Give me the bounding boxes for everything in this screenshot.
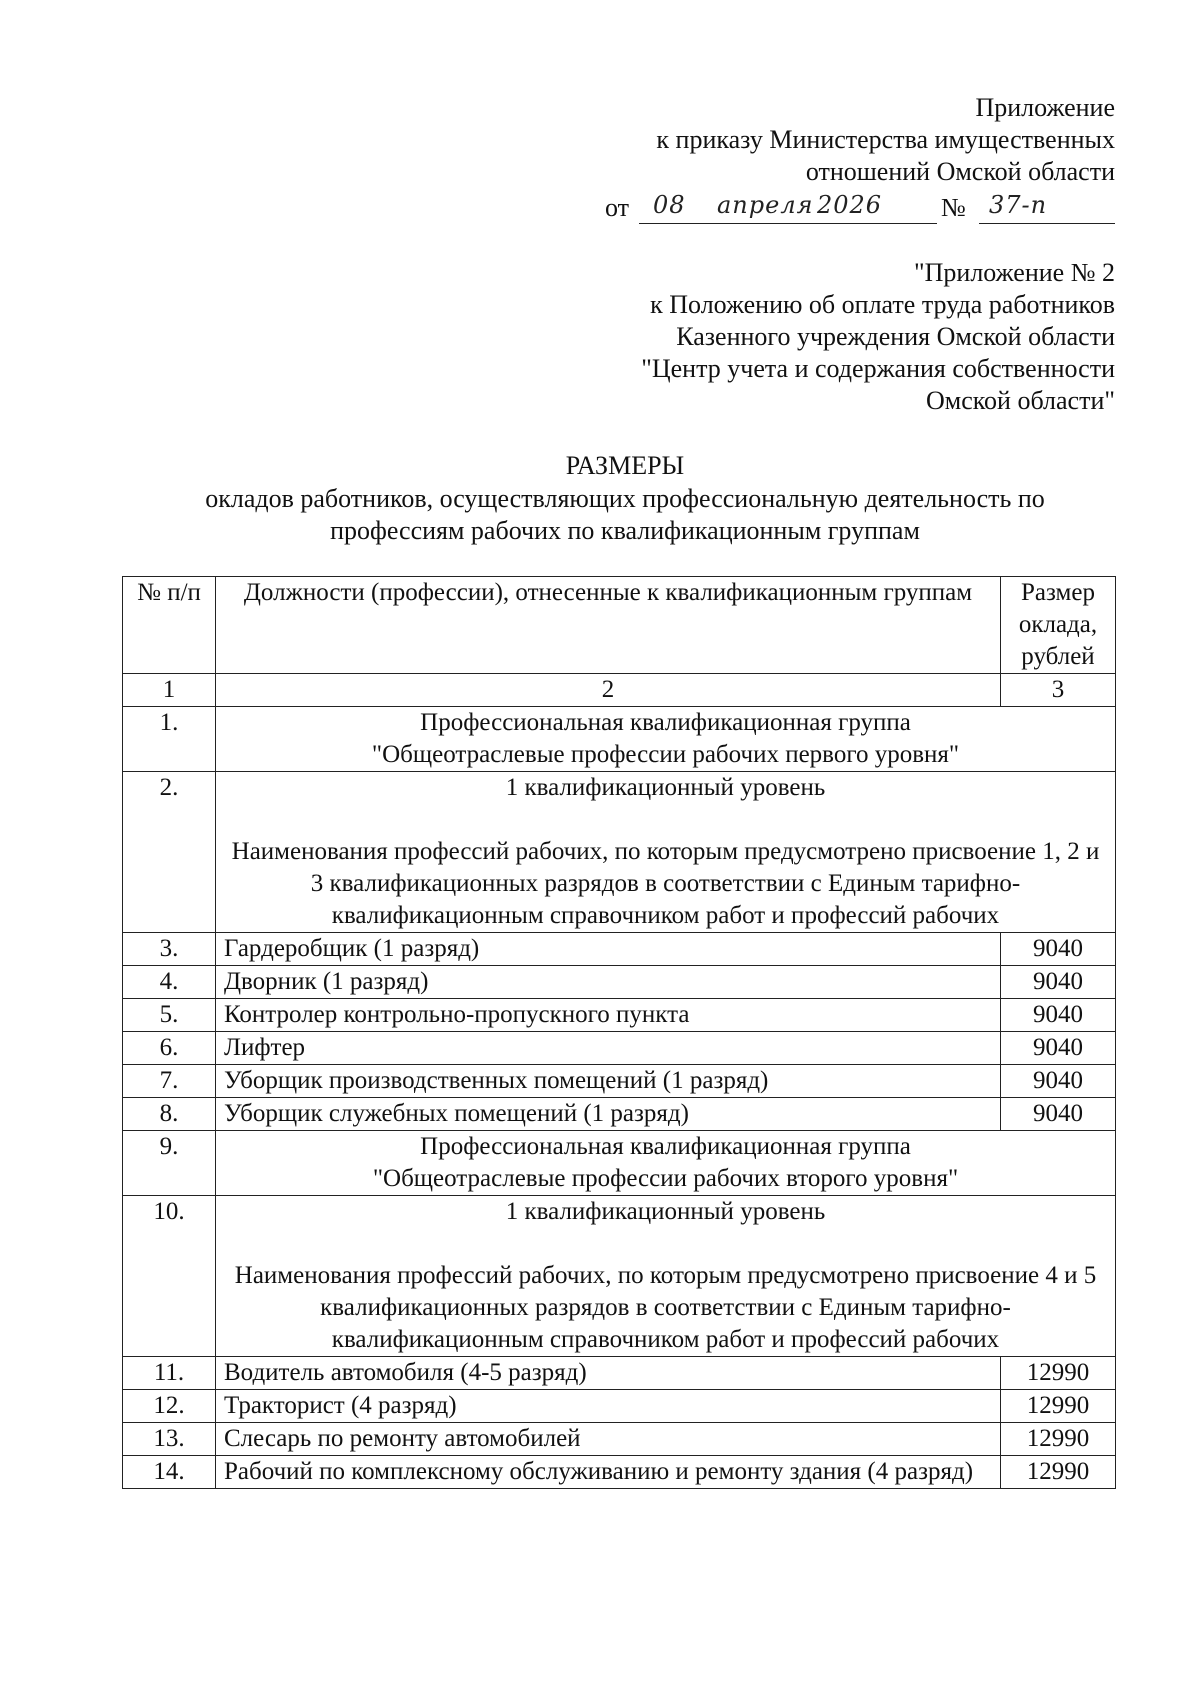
level-row — [123, 1196, 1116, 1357]
appendix-2-header — [641, 257, 1115, 417]
row-number: 4. — [123, 966, 216, 999]
row-number: 12. — [123, 1390, 216, 1423]
table-row — [123, 966, 1116, 999]
document-subtitle — [0, 483, 1200, 547]
appendix2-line: "Приложение № 2 — [914, 258, 1115, 287]
handwritten-date-year: 2026 — [817, 191, 883, 219]
col-header-position: Должности (профессии), отнесенные к квалификационным группам — [216, 577, 1001, 674]
level-desc: Наименования профессий рабочих, по которым предусмотрено присвоение 4 и 5 квалификационных разрядов в соответствии с Единым тарифно-квалификационным справочником работ и профессий рабочих — [234, 1262, 1097, 1353]
level-description — [216, 1196, 1116, 1357]
position-name: Контролер контрольно-пропускного пункта — [216, 999, 1001, 1032]
date-underline — [639, 223, 937, 224]
level-row — [123, 772, 1116, 933]
group-title-line: "Общеотраслевые профессии рабочих первого уровня" — [371, 741, 960, 768]
column-number-row — [123, 674, 1116, 707]
salary-value: 9040 — [1001, 933, 1116, 966]
salary-value: 9040 — [1001, 966, 1116, 999]
row-number: 13. — [123, 1423, 216, 1456]
number-underline — [979, 223, 1115, 224]
salary-value: 9040 — [1001, 1065, 1116, 1098]
column-number: 2 — [216, 674, 1001, 707]
column-number: 3 — [1001, 674, 1116, 707]
row-number: 9. — [123, 1131, 216, 1196]
appendix2-line: Казенного учреждения Омской области — [676, 322, 1115, 351]
table-row — [123, 1423, 1116, 1456]
order-date-number-line — [605, 193, 1115, 227]
group-title — [216, 1131, 1116, 1196]
appendix2-line: "Центр учета и содержания собственности — [641, 354, 1115, 383]
position-name: Уборщик служебных помещений (1 разряд) — [216, 1098, 1001, 1131]
row-number: 2. — [123, 772, 216, 933]
appendix-line: к приказу Министерства имущественных — [656, 125, 1115, 154]
level-desc: Наименования профессий рабочих, по которым предусмотрено присвоение 1, 2 и 3 квалификационных разрядов в соответствии с Единым тарифно-квалификационным справочником работ и профессий рабочих — [231, 838, 1100, 929]
row-number: 10. — [123, 1196, 216, 1357]
position-name: Дворник (1 разряд) — [216, 966, 1001, 999]
salary-table — [122, 576, 1116, 1489]
handwritten-order-number: 37-п — [989, 191, 1048, 219]
level-description — [216, 772, 1116, 933]
group-row — [123, 707, 1116, 772]
salary-value: 9040 — [1001, 1032, 1116, 1065]
position-name: Гардеробщик (1 разряд) — [216, 933, 1001, 966]
row-number: 7. — [123, 1065, 216, 1098]
group-title-line: Профессиональная квалификационная группа — [420, 709, 911, 736]
subtitle-line: окладов работников, осуществляющих профессиональную деятельность по — [205, 484, 1045, 513]
order-number-label: № — [941, 193, 966, 222]
subtitle-line: профессиям рабочих по квалификационным группам — [330, 516, 920, 545]
table-row — [123, 1065, 1116, 1098]
level-title: 1 квалификационный уровень — [505, 1198, 826, 1225]
appendix2-line: Омской области" — [925, 386, 1115, 415]
col-header-salary: Размер оклада, рублей — [1001, 577, 1116, 674]
table-row — [123, 1390, 1116, 1423]
group-title-line: "Общеотраслевые профессии рабочих второго уровня" — [372, 1165, 959, 1192]
table-row — [123, 999, 1116, 1032]
row-number: 5. — [123, 999, 216, 1032]
document-title: РАЗМЕРЫ — [565, 451, 685, 480]
appendix-line: отношений Омской области — [805, 157, 1115, 186]
position-name: Лифтер — [216, 1032, 1001, 1065]
table-header-row — [123, 577, 1116, 674]
order-from-label: от — [605, 193, 630, 222]
appendix2-line: к Положению об оплате труда работников — [650, 290, 1115, 319]
row-number: 14. — [123, 1456, 216, 1489]
level-title: 1 квалификационный уровень — [505, 774, 826, 801]
row-number: 11. — [123, 1357, 216, 1390]
table-row — [123, 933, 1116, 966]
row-number: 6. — [123, 1032, 216, 1065]
column-number: 1 — [123, 674, 216, 707]
salary-value: 12990 — [1001, 1390, 1116, 1423]
group-title-line: Профессиональная квалификационная группа — [420, 1133, 911, 1160]
salary-value: 9040 — [1001, 999, 1116, 1032]
appendix-header — [656, 92, 1115, 188]
table-row — [123, 1032, 1116, 1065]
appendix-line: Приложение — [975, 93, 1115, 122]
position-name: Рабочий по комплексному обслуживанию и ремонту здания (4 разряд) — [216, 1456, 1001, 1489]
group-row — [123, 1131, 1116, 1196]
table-row — [123, 1357, 1116, 1390]
handwritten-date-day: 08 — [653, 191, 686, 219]
position-name: Уборщик производственных помещений (1 разряд) — [216, 1065, 1001, 1098]
table-row — [123, 1098, 1116, 1131]
row-number: 1. — [123, 707, 216, 772]
salary-value: 9040 — [1001, 1098, 1116, 1131]
col-header-number: № п/п — [123, 577, 216, 674]
table-row — [123, 1456, 1116, 1489]
row-number: 8. — [123, 1098, 216, 1131]
position-name: Тракторист (4 разряд) — [216, 1390, 1001, 1423]
group-title — [216, 707, 1116, 772]
position-name: Водитель автомобиля (4-5 разряд) — [216, 1357, 1001, 1390]
salary-value: 12990 — [1001, 1357, 1116, 1390]
salary-value: 12990 — [1001, 1456, 1116, 1489]
handwritten-date-month: апреля — [717, 191, 814, 219]
salary-value: 12990 — [1001, 1423, 1116, 1456]
row-number: 3. — [123, 933, 216, 966]
position-name: Слесарь по ремонту автомобилей — [216, 1423, 1001, 1456]
